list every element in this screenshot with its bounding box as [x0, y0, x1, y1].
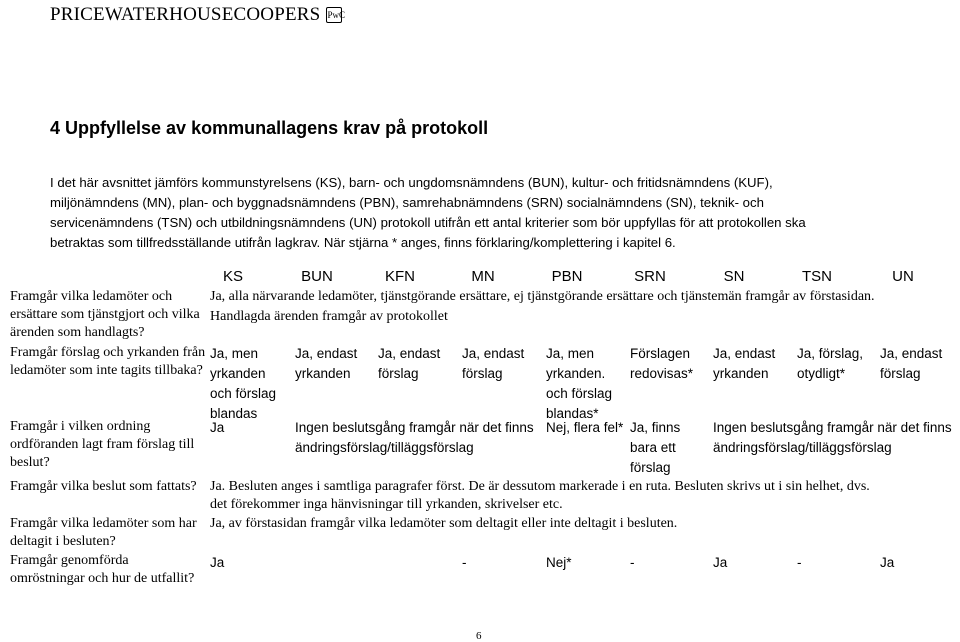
table-cell-mn: - [462, 555, 467, 570]
table-cell-tsn: Ja, förslag, otydligt* [797, 346, 864, 381]
column-header-tsn: TSN [802, 268, 832, 285]
table-cell-mn: Ja, endast förslag [462, 346, 525, 381]
criterion-question: Framgår vilka ledamöter som har deltagit i besluten? [10, 516, 197, 549]
table-cell-sn: Ja [713, 555, 728, 570]
criterion-question: Framgår förslag och yrkanden från ledamöter som inte tagits tillbaka? [10, 345, 206, 378]
table-cell-un: Ja, endast förslag [880, 346, 943, 381]
criterion-question: Framgår vilka beslut som fattats? [10, 479, 197, 494]
pwc-logo [50, 2, 345, 28]
table-cell-pbn: Nej* [546, 555, 572, 570]
intro-line: betraktas som tillfredsställande utifrån lagkrav. När stjärna * anges, finns förklaring/komplettering i kapitel 6. [50, 235, 676, 250]
column-header-ks: KS [222, 268, 243, 285]
criterion-question: Framgår genomförda omröstningar och hur de utfallit? [10, 553, 195, 586]
table-cell-ks: Ja [210, 420, 225, 435]
answer-line: Ja, av förstasidan framgår vilka ledamöter som deltagit eller inte deltagit i besluten. [210, 516, 678, 531]
table-cell-srn: Nej, flera fel* [546, 420, 624, 435]
table-cell-ks: Ja, men yrkanden och förslag blandas [210, 346, 277, 421]
column-header-bun: BUN [301, 268, 333, 285]
table-cell-pbn: Ja, men yrkanden. och förslag blandas* [546, 346, 613, 421]
table-cell-tsn-un: Ingen beslutsgång framgår när det finns ändringsförslag/tilläggsförslag [713, 420, 952, 455]
column-header-pbn: PBN [551, 268, 583, 285]
table-cell-kfn: Ja, endast förslag [378, 346, 441, 381]
column-header-srn: SRN [634, 268, 666, 285]
answer-line: Ja. Besluten anges i samtliga paragrafer först. De är dessutom markerade i en ruta. Besluten skrivs ut i sin helhet, dvs. [210, 479, 870, 494]
column-header-mn: MN [471, 268, 495, 285]
intro-line: miljönämndens (MN), plan- och byggnadsnämndens (PBN), samrehabnämndens (SRN) socialnämndens (SN), teknik- och [50, 195, 764, 210]
table-cell-tsn: - [797, 555, 802, 570]
table-cell-sn: Ja, finns bara ett förslag [630, 420, 681, 475]
logo-seal-icon: PwC [326, 7, 342, 23]
answer-line: Ja, alla närvarande ledamöter, tjänstgörande ersättare, ej tjänstgörande ersättare och tjänstemän framgår av förstasidan. [210, 289, 875, 304]
column-header-kfn: KFN [385, 268, 415, 285]
table-cell-ks: Ja [210, 555, 225, 570]
column-header-sn: SN [723, 268, 745, 285]
intro-paragraph [50, 173, 910, 253]
intro-line: servicenämndens (TSN) och utbildningsnämndens (UN) protokoll utifrån ett antal kriterier som bör uppfyllas för att protokollen ska [50, 215, 806, 230]
table-cell-bun-mn: Ingen beslutsgång framgår när det finns ändringsförslag/tilläggsförslag [295, 420, 534, 455]
table-cell-srn: - [630, 555, 635, 570]
logo-wordmark: PRICEWATERHOUSECOOPERS [50, 4, 321, 25]
table-cell-sn: Ja, endast yrkanden [713, 346, 776, 381]
page-number: 6 [476, 630, 482, 642]
section-heading: 4 Uppfyllelse av kommunallagens krav på protokoll [50, 118, 489, 138]
column-header-un: UN [892, 268, 914, 285]
intro-line: I det här avsnittet jämförs kommunstyrelsens (KS), barn- och ungdomsnämndens (BUN), kultur- och fritidsnämndens (KUF), [50, 175, 773, 190]
criterion-question: Framgår vilka ledamöter och ersättare som tjänstgjort och vilka ärenden som handlagts? [10, 289, 200, 340]
table-cell-srn: Förslagen redovisas* [630, 346, 694, 381]
answer-line: det förekommer inga hänvisningar till yrkanden, skrivelser etc. [210, 497, 563, 512]
criterion-question: Framgår i vilken ordning ordföranden lagt fram förslag till beslut? [10, 419, 195, 470]
table-cell-bun: Ja, endast yrkanden [295, 346, 358, 381]
answer-line: Handlagda ärenden framgår av protokollet [210, 309, 448, 324]
table-cell-un: Ja [880, 555, 895, 570]
